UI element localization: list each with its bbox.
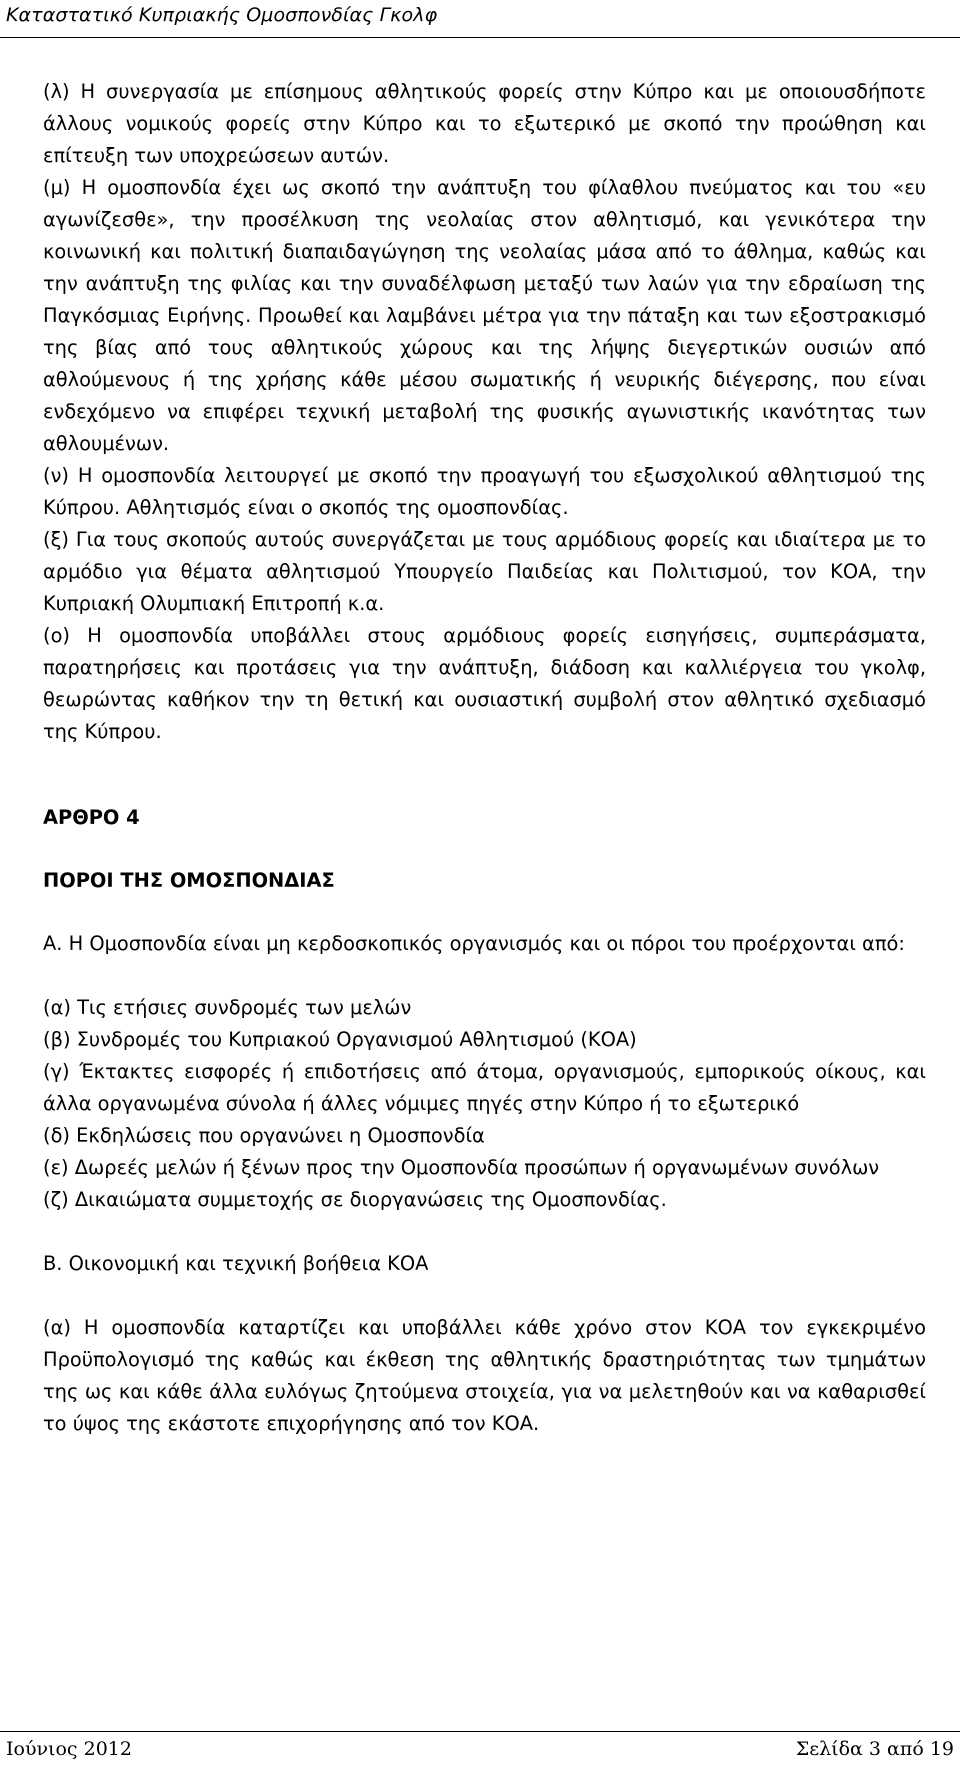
clause-xi: (ξ) Για τους σκοπούς αυτούς συνεργάζεται με τους αρμόδιους φορείς και ιδιαίτερα με το αρμόδιο για θέματα αθλητισμού Υπουργείο Παιδείας και Πολιτισμού, τον ΚΟΑ, την Κυπριακή Ολυμπιακή Επιτροπή κ.α. [43, 528, 926, 615]
list-item: (δ) Εκδηλώσεις που οργανώνει η Ομοσπονδία [43, 1124, 485, 1147]
list-item: (α) Τις ετήσιες συνδρομές των μελών [43, 996, 412, 1019]
header-divider [0, 37, 960, 38]
footer-date: Ιούνιος 2012 [6, 1738, 132, 1760]
footer-page-number: Σελίδα 3 από 19 [795, 1738, 954, 1760]
clause-lambda: (λ) Η συνεργασία με επίσημους αθλητικούς φορείς στην Κύπρο και με οποιουσδήποτε άλλους νομικούς φορείς στην Κύπρο και το εξωτερικό με σκοπό την προώθηση και επίτευξη των υποχρεώσεων αυτών. [43, 80, 926, 167]
document-body [43, 76, 926, 1440]
list-item: (β) Συνδρομές του Κυπριακού Οργανισμού Αθλητισμού (ΚΟΑ) [43, 1028, 637, 1051]
section-b-heading: Β. Οικονομική και τεχνική βοήθεια ΚΟΑ [43, 1252, 429, 1275]
footer-divider [0, 1731, 960, 1732]
article-heading: ΑΡΘΡΟ 4 [43, 806, 140, 829]
list-item: (γ) Έκτακτες εισφορές ή επιδοτήσεις από άτομα, οργανισμούς, εμπορικούς οίκους, και άλλα οργανωμένα σύνολα ή άλλες νόμιμες πηγές στην Κύπρο ή το εξωτερικό [43, 1060, 926, 1115]
section-a-list [43, 992, 926, 1216]
clause-nu: (ν) Η ομοσπονδία λειτουργεί με σκοπό την προαγωγή του εξωσχολικού αθλητισμού της Κύπρου. Αθλητισμός είναι ο σκοπός της ομοσπονδίας. [43, 464, 926, 519]
running-header: Καταστατικό Κυπριακής Ομοσπονδίας Γκολφ [6, 4, 438, 26]
section-b-paragraph: (α) Η ομοσπονδία καταρτίζει και υποβάλλει κάθε χρόνο στον ΚΟΑ τον εγκεκριμένο Προϋπολογισμό της καθώς και έκθεση της αθλητικής δραστηριότητας των τμημάτων της ως και κάθε άλλα ευλόγως ζητούμενα στοιχεία, για να μελετηθούν και να καθαρισθεί το ύψος της εκάστοτε επιχορήγησης από τον ΚΟΑ. [43, 1316, 926, 1435]
list-item: (ζ) Δικαιώματα συμμετοχής σε διοργανώσεις της Ομοσπονδίας. [43, 1188, 667, 1211]
section-a-intro: Α. Η Ομοσπονδία είναι μη κερδοσκοπικός οργανισμός και οι πόροι του προέρχονται από: [43, 932, 905, 955]
clause-mu: (μ) Η ομοσπονδία έχει ως σκοπό την ανάπτυξη του φίλαθλου πνεύματος και του «ευ αγωνίζεσθε», την προσέλκυση της νεολαίας στον αθλητισμό, και γενικότερα την κοινωνική και πολιτική διαπαιδαγώγηση της νεολαίας μάσα από το άθλημα, καθώς και την ανάπτυξη της φιλίας και την συναδέλφωση μεταξύ των λαών για την εδραίωση της Παγκόσμιας Ειρήνης. Προωθεί και λαμβάνει μέτρα για την πάταξη και των εξοστρακισμό της βίας από τους αθλητικούς χώρους και της λήψης διεγερτικών ουσιών από αθλούμενους ή της χρήσης κάθε μέσου σωματικής ή νευρικής διέγερσης, που είναι ενδεχόμενο να επιφέρει τεχνική μεταβολή της φυσικής αγωνιστικής ικανότητας των αθλουμένων. [43, 176, 926, 455]
section-heading: ΠΟΡΟΙ ΤΗΣ ΟΜΟΣΠΟΝΔΙΑΣ [43, 869, 335, 892]
list-item: (ε) Δωρεές μελών ή ξένων προς την Ομοσπονδία προσώπων ή οργανωμένων συνόλων [43, 1156, 880, 1179]
clause-omicron: (ο) Η ομοσπονδία υποβάλλει στους αρμόδιους φορείς εισηγήσεις, συμπεράσματα, παρατηρήσεις και προτάσεις για την ανάπτυξη, διάδοση και καλλιέργεια του γκολφ, θεωρώντας καθήκον την τη θετική και ουσιαστική συμβολή στον αθλητικό σχεδιασμό της Κύπρου. [43, 624, 926, 743]
